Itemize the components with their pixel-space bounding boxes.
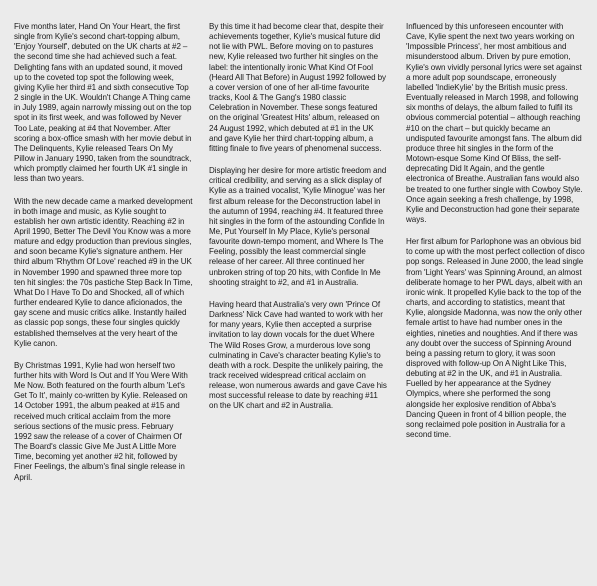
paragraph: Influenced by this unforeseen encounter with Cave, Kylie spent the next two years working on 'Impossible Princess', her most ambitious and misunderstood album. Driven by pure emotion, Kylie's own vividly personal lyrics were set against a more adult pop soundscape, erroneously labelled 'IndieKylie' by the British music press. Eventually released in March 1998, and following six months of delays, the album failed to fulfil its obvious commercial potential – although reaching #10 on the chart – but quickly became an undisputed favourite amongst fans. The album did produce three hit singles in the form of the Motown-esque Some Kind Of Bliss, the self-deprecating Did It Again, and the gentle electronica of Breathe. Australian fans would also be treated to one further single with Cowboy Style. Once again seeking a fresh challenge, by 1998, Kylie and Deconstruction had gone their separate ways. bbox=[406, 22, 583, 224]
paragraph: Displaying her desire for more artistic freedom and critical credibility, and serving as a slick display of Kylie as a trained vocalist, 'Kylie Minogue' was her first album release for the Deconstruction label in the autumn of 1994, reaching #4. It featured three hit singles in the form of the astounding Confide In Me, Put Yourself In My Place, Kylie's personal favourite down-tempo moment, and Where Is The Feeling, possibly the least commercial single release of her career. All three continued her unbroken string of top 20 hits, with Confide In Me shooting straight to #2, and #1 in Australia. bbox=[209, 166, 387, 287]
paragraph: With the new decade came a marked development in both image and music, as Kylie sought to establish her own artistic identity. Reaching #2 in April 1990, Better The Devil You Know was a more mature and edgy production than previous singles, and soon became Kylie's signature anthem. Her third album 'Rhythm Of Love' reached #9 in the UK in November 1990 and spawned three more top ten hit singles: the 70s pastiche Step Back In Time, What Do I Have To Do and Shocked, all of which further endeared Kylie to dance aficionados, the gay scene and music critics alike. Instantly hailed as classic pop songs, these four singles quickly established themselves at the very heart of the Kylie canon. bbox=[14, 196, 193, 348]
paragraph: Her first album for Parlophone was an obvious bid to come up with the most perfect collection of disco pop songs. Released in June 2000, the lead single from 'Light Years' was Spinning Around, an almost deliberate homage to her PWL days, albeit with an ironic wink. It propelled Kylie back to the top of the charts, and according to statistics, meant that Kylie, alongside Madonna, was now the only other female artist to have had number ones in the eighties, nineties and noughties. And if there was any doubt over the success of Spinning Around being a passing return to glory, it was soon disproved with follow-up On A Night Like This, debuting at #2 in the UK, and #1 in Australia. Fuelled by her appearance at the Sydney Olympics, where she performed the song alongside her explosive rendition of Abba's Dancing Queen in front of 4 billion people, the song reclaimed pole position in Australia for a second time. bbox=[406, 237, 585, 440]
paragraph: By this time it had become clear that, despite their achievements together, Kylie's musical future did not lie with PWL. Before moving on to pastures new, Kylie released two further hit singles on the label: the intentionally ironic What Kind Of Fool (Heard All That Before) in August 1992 followed by a cover version of one of her all-time favourite tracks, Kool & The Gang's 1980 classic Celebration in November. These songs featured on the original 'Greatest Hits' album, released on 24 August 1992, which debuted at #1 in the UK and gave Kylie her third chart-topping album, a fitting finale to five years of phenomenal success. bbox=[209, 22, 387, 153]
paragraph: By Christmas 1991, Kylie had won herself two further hits with Word Is Out and If You Were With Me Now. Both featured on the fourth album 'Let's Get To It', mainly co-written by Kylie. Released on 14 October 1991, the album peaked at #15 and received much critical acclaim from the more serious sections of the music press. February 1992 saw the release of a cover of Chairmen Of The Board's classic Give Me Just A Little More Time, becoming yet another #2 hit, followed by Finer Feelings, the album's final single release in April. bbox=[14, 360, 188, 482]
paragraph: Five months later, Hand On Your Heart, the first single from Kylie's second chart-topping album, 'Enjoy Yourself', debuted on the UK charts at #2 – the second time she had achieved such a feat. Delighting fans with an updated sound, it moved up to the coveted top spot the following week, giving Kylie her third #1 and sixth consecutive Top 2 single in the UK. Wouldn't Change A Thing came in July 1989, again narrowly missing out on the top spot in its first week, and was followed by Never Too Late, peaking at #4 that November. After scoring a box-office smash with her movie debut in The Delinquents, Kylie released Tears On My Pillow in January 1990, taken from the soundtrack, which promptly claimed her fourth UK #1 single in less than two years. bbox=[14, 22, 192, 184]
text-column-1 bbox=[14, 22, 193, 586]
text-column-3 bbox=[400, 22, 585, 586]
paragraph: Having heard that Australia's very own 'Prince Of Darkness' Nick Cave had wanted to work with her for many years, Kylie then accepted a surprise invitation to lay down vocals for the duet Where The Wild Roses Grow, a murderous love song culminating in Cave's character beating Kylie's to death with a rock. Despite the unlikely pairing, the track received widespread critical acclaim on release, won numerous awards and gave Cave his most successful release to date by reaching #11 on the UK chart and #2 in Australia. bbox=[209, 299, 387, 411]
text-column-2 bbox=[205, 22, 388, 586]
